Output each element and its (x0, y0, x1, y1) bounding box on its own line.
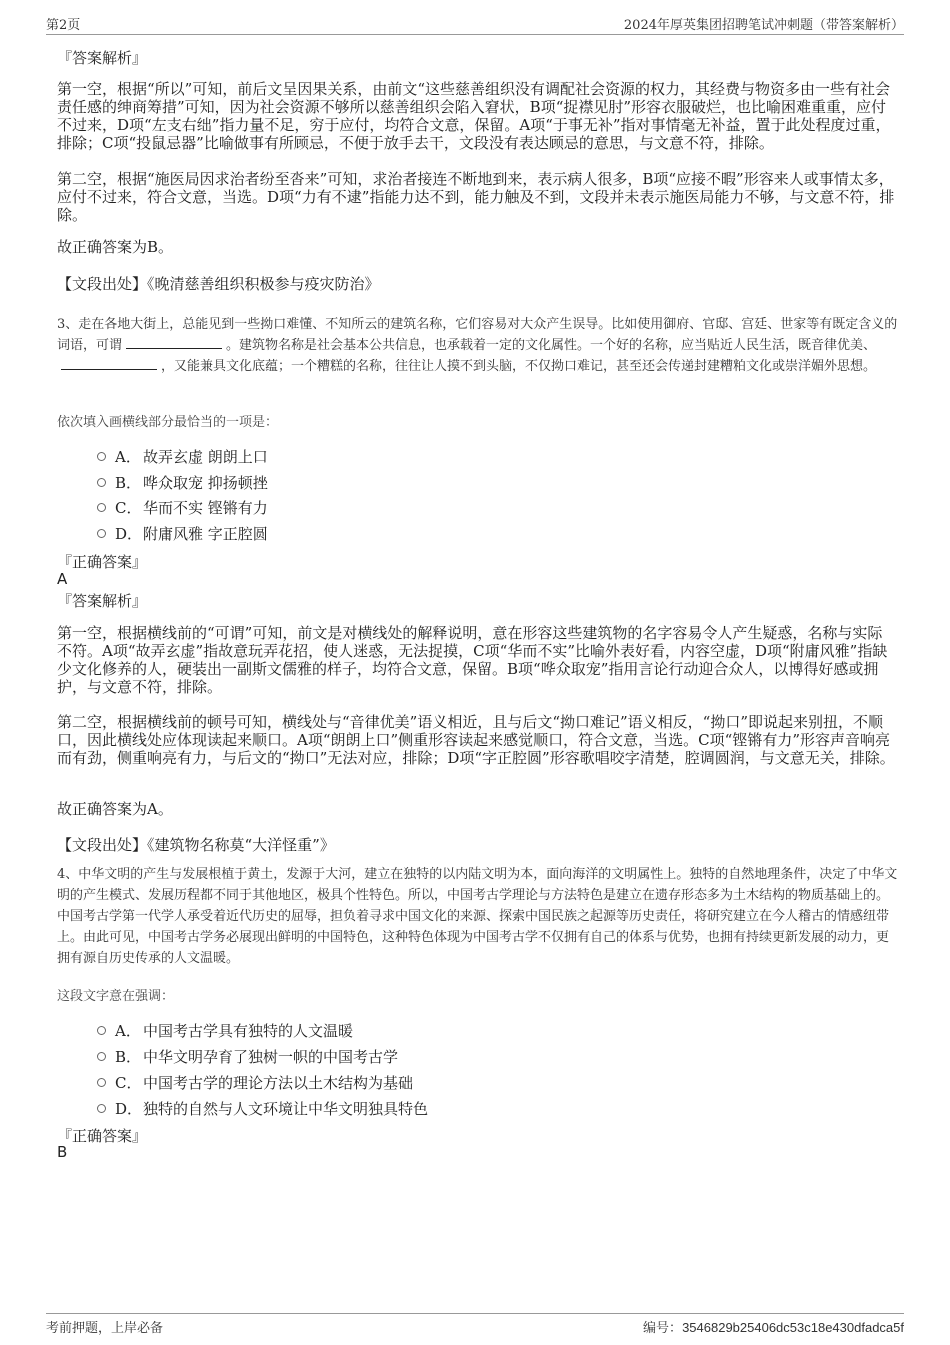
passage-source: 【文段出处】《建筑物名称莫“大洋怪重”》 (57, 836, 335, 854)
radio-icon[interactable] (97, 529, 106, 538)
analysis-paragraph: 第一空，根据“所以”可知，前后文呈因果关系，由前文“这些慈善组织没有调配社会资源的权力，其经费与物资多由一些有社会责任感的绅商筹措”可知，因为社会资源不够所以慈善组织会陷入窘状，B项“捉襟见肘”形容衣服破烂，也比喻困难重重，应付不过来，D项“左支右绌”指力量不足，穷于应付，均符合文意，保留。A项“于事无补”指对事情毫无补益，置于此处程度过重，排除；C项“投鼠忌器”比喻做事有所顾忌，不便于放手去干，文段没有表达顾忌的意思，与文意不符，排除。 (57, 80, 891, 152)
option-a[interactable]: A． 故弄玄虚 朗朗上口 (97, 446, 268, 467)
footer-slogan: 考前押题，上岸必备 (46, 1321, 164, 1336)
passage-source: 【文段出处】《晚清慈善组织积极参与疫灾防治》 (57, 275, 380, 293)
question-3-prompt: 依次填入画横线部分最恰当的一项是： (57, 415, 279, 430)
option-d[interactable]: D． 独特的自然与人文环境让中华文明独具特色 (97, 1098, 428, 1119)
analysis-paragraph: 第一空，根据横线前的“可谓”可知，前文是对横线处的解释说明，意在形容这些建筑物的名字容易令人产生疑惑，名称与实际不符。A项“故弄玄虚”指故意玩弄花招，使人迷惑，无法捉摸，C项“华而不实”比喻外表好看，内容空虚，D项“附庸风雅”指缺少文化修养的人，硬装出一副斯文儒雅的样子，均符合文意，保留。B项“哗众取宠”指用言论行动迎合众人，以博得好感或拥护，与文意不符，排除。 (57, 624, 888, 696)
option-b[interactable]: B． 中华文明孕育了独树一帜的中国考古学 (97, 1046, 398, 1067)
fill-blank-2 (61, 357, 157, 370)
analysis-label: 『答案解析』 (57, 592, 148, 610)
analysis-label: 『答案解析』 (57, 49, 148, 67)
question-4-text: 4、中华文明的产生与发展根植于黄土，发源于大河，建立在独特的以内陆文明为本，面向海洋的文明属性上。独特的自然地理条件，决定了中华文明的产生模式、发展历程都不同于其他地区，极具个性特色。所以，中国考古学理论与方法特色是建立在遗存形态多为土木结构的物质基础上的。中国考古学第一代学人承受着近代历史的屈辱，担负着寻求中国文化的来源、探索中国民族之起源等历史责任，将研究建立在今人稽古的情感纽带上。由此可见，中国考古学务必展现出鲜明的中国特色，这种特色体现为中国考古学不仅拥有自己的体系与优势，也拥有持续更新发展的动力，更拥有源自历史传承的人文温暖。 (57, 867, 898, 966)
correct-answer-value: A (57, 570, 68, 588)
page-footer (46, 1313, 904, 1334)
question-4-prompt: 这段文字意在强调： (57, 989, 175, 1004)
radio-icon[interactable] (97, 1078, 106, 1087)
radio-icon[interactable] (97, 1104, 106, 1113)
analysis-paragraph: 第二空，根据横线前的顿号可知，横线处与“音律优美”语义相近，且与后文“拗口难记”语义相反，“拗口”即说起来别扭，不顺口，因此横线处应体现读起来顺口。A项“朗朗上口”侧重形容读起来感觉顺口，符合文意，当选。C项“铿锵有力”形容声音响亮而有劲，侧重响亮有力，与后文的“拗口”无法对应，排除；D项“字正腔圆”形容歌唱咬字清楚，腔调圆润，与文意无关，排除。 (57, 713, 895, 767)
option-a[interactable]: A． 中国考古学具有独特的人文温暖 (97, 1020, 353, 1041)
option-c[interactable]: C． 华而不实 铿锵有力 (97, 497, 268, 518)
radio-icon[interactable] (97, 452, 106, 461)
answer-conclusion: 故正确答案为A。 (57, 800, 173, 818)
correct-answer-label: 『正确答案』 (57, 553, 148, 571)
radio-icon[interactable] (97, 1052, 106, 1061)
option-b[interactable]: B． 哗众取宠 抑扬顿挫 (97, 472, 268, 493)
correct-answer-label: 『正确答案』 (57, 1127, 148, 1145)
correct-answer-value: B (57, 1143, 68, 1161)
page-number: 第2页 (46, 18, 81, 33)
document-title: 2024年厚英集团招聘笔试冲刺题（带答案解析） (623, 18, 904, 33)
option-d[interactable]: D． 附庸风雅 字正腔圆 (97, 523, 268, 544)
radio-icon[interactable] (97, 478, 106, 487)
option-c[interactable]: C． 中国考古学的理论方法以土木结构为基础 (97, 1072, 413, 1093)
answer-conclusion: 故正确答案为B。 (57, 238, 174, 256)
radio-icon[interactable] (97, 1026, 106, 1035)
radio-icon[interactable] (97, 503, 106, 512)
fill-blank-1 (126, 336, 222, 349)
question-3-text: 3、走在各地大街上，总能见到一些拗口难懂、不知所云的建筑名称，它们容易对大众产生误导。比如使用御府、官邸、宫廷、世家等有既定含义的词语，可谓 。建筑物名称是社会基本公共信息，也承载着一定的文化属性。一个好的名称，应当贴近人民生活，既音律优美、，又能兼具文化底蕴；一个糟糕的名称，往往让人摸不到头脑，不仅拗口难记，甚至还会传递封建糟粕文化或崇洋媚外思想。 (57, 317, 898, 374)
analysis-paragraph: 第二空，根据“施医局因求治者纷至沓来”可知，求治者接连不断地到来，表示病人很多，B项“应接不暇”形容来人或事情太多，应付不过来，符合文意，当选。D项“力有不逮”指能力达不到，能力触及不到，文段并未表示施医局能力不够，与文意不符，排除。 (57, 170, 895, 224)
document-code: 编号：3546829b25406dc53c18e430dfadca5f (643, 1320, 904, 1336)
page-header (46, 12, 904, 35)
